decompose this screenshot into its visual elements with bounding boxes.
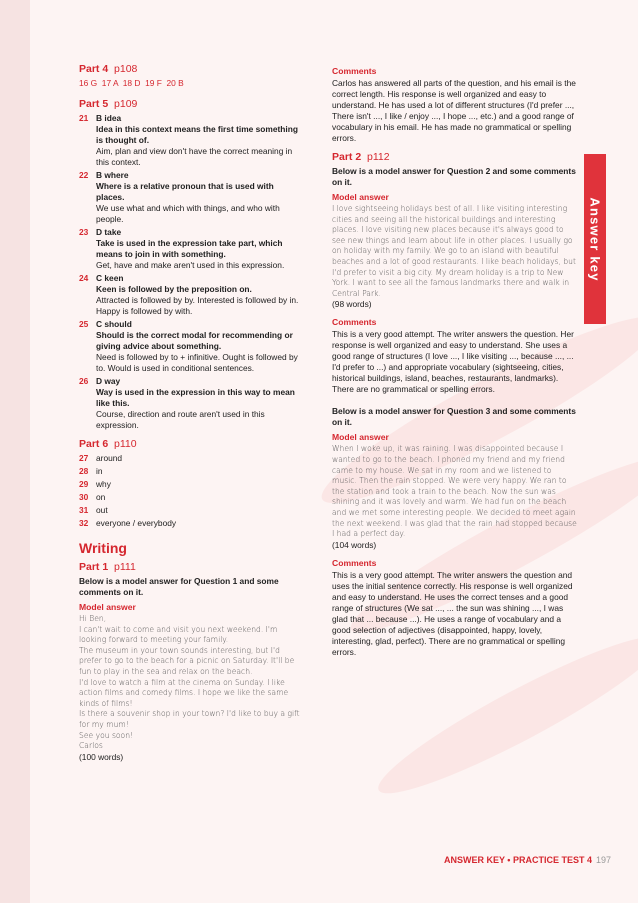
right-column bbox=[332, 64, 577, 658]
model-answer-text: I love sightseeing holidays best of all. I like visiting interesting cities and seeing all the historical buildings and interesting places. I love visiting new places because it's always good to see new things and learn about life in other places. I usually go on holiday with my family. We go to an island with beautiful beaches and a lot of good restaurants. I like beach holidays, but I'd prefer to visit a big city. My dream holiday is a trip to New York. I want to see all the famous landmarks there and walk in Central Park. bbox=[332, 204, 576, 298]
part1-comments: Carlos has answered all parts of the question, and his email is the correct length. His response is well organized and easy to understand. He has used a lot of different structures (I'd prefer ..., There isn't ..., I like / enjoy ..., I hope ..., etc.) and a good range of vocabulary in his email. He has made no grammatical or spelling errors. bbox=[332, 78, 576, 143]
part2-comments: This is a very good attempt. The writer answers the question. Her response is well organized and easy to understand. She uses a good range of structures (I love ..., I like visiting ..., because ..., ... I'd prefer to ...) and appropriate vocabulary (sightseeing, cities, historical buildings, island, beaches, restaurants, landmarks). There are no grammatical or spelling errors. bbox=[332, 329, 574, 395]
explanation: Course, direction and route aren't used in this expression. bbox=[96, 409, 265, 430]
part5-heading bbox=[79, 99, 304, 110]
question-27 bbox=[79, 453, 304, 464]
comments-label: Comments bbox=[332, 557, 377, 568]
question-31 bbox=[79, 505, 304, 516]
part-label: Part 1 bbox=[79, 561, 109, 573]
left-margin-band bbox=[0, 0, 30, 903]
question-number: 25 bbox=[79, 319, 89, 329]
part-label: Part 5 bbox=[79, 98, 109, 110]
question-30 bbox=[79, 492, 304, 503]
answer: B idea bbox=[96, 113, 122, 123]
writing-heading: Writing bbox=[79, 540, 127, 556]
question-number: 31 bbox=[79, 505, 89, 515]
page-ref: p112 bbox=[367, 151, 390, 163]
model-answer-label: Model answer bbox=[332, 432, 389, 443]
question-29 bbox=[79, 479, 304, 490]
question-number: 29 bbox=[79, 479, 89, 489]
page-number: 197 bbox=[595, 855, 611, 865]
question-22 bbox=[79, 170, 304, 225]
word-count: (100 words) bbox=[79, 751, 124, 762]
comments-label: Comments bbox=[332, 317, 377, 328]
question-number: 27 bbox=[79, 453, 89, 463]
answer: C should bbox=[96, 319, 132, 329]
question-23 bbox=[79, 227, 304, 271]
part2-intro: Below is a model answer for Question 2 and some comments on it. bbox=[332, 166, 576, 187]
part4-heading bbox=[79, 64, 304, 75]
question-number: 22 bbox=[79, 170, 89, 180]
answer: around bbox=[96, 453, 123, 463]
word-count: (104 words) bbox=[332, 539, 377, 550]
question3-comments: This is a very good attempt. The writer answers the question and uses the initial sentence correctly. His response is well organized and easy to understand. He uses the correct tenses and a good range of structures (We sat ..., ... the sun was shining ..., I was glad that ... because ...). He uses a range of vocabulary and a good selection of adjectives (disappointed, happy, lovely, interesting, glad, perfect). There are no grammatical or spelling errors. bbox=[332, 569, 573, 657]
explanation-bold: Where is a relative pronoun that is used with places. bbox=[96, 181, 274, 202]
question-number: 23 bbox=[79, 227, 89, 237]
page-ref: p111 bbox=[114, 561, 136, 573]
question-number: 32 bbox=[79, 518, 89, 528]
answer: D take bbox=[96, 227, 122, 237]
part-label: Part 2 bbox=[332, 151, 362, 163]
question3-intro: Below is a model answer for Question 3 and some comments on it. bbox=[332, 406, 576, 428]
letter-line: Is there a souvenir shop in your town? I'd like to buy a gift for my mum! bbox=[79, 709, 300, 729]
comments-label: Comments bbox=[332, 66, 377, 76]
question-32 bbox=[79, 518, 304, 529]
explanation-bold: Should is the correct modal for recommending or giving advice about something. bbox=[96, 330, 293, 351]
question-number: 21 bbox=[79, 113, 89, 123]
answer: why bbox=[96, 479, 111, 489]
explanation-bold: Keen is followed by the preposition on. bbox=[96, 284, 252, 294]
writing-part2-heading bbox=[332, 152, 577, 163]
answer: out bbox=[96, 505, 108, 515]
letter-line: Hi Ben, bbox=[79, 614, 107, 623]
part-label: Part 6 bbox=[79, 438, 109, 450]
letter-line: See you soon! bbox=[79, 730, 134, 740]
page-ref: p109 bbox=[114, 98, 138, 110]
explanation: Aim, plan and view don't have the correct meaning in this context. bbox=[96, 146, 293, 167]
answer: on bbox=[96, 492, 106, 502]
footer-label: ANSWER KEY • PRACTICE TEST 4 bbox=[443, 855, 592, 865]
explanation: Get, have and make aren't used in this expression. bbox=[96, 260, 285, 270]
left-column bbox=[79, 64, 304, 763]
answers-text: 16 G 17 A 18 D 19 F 20 B bbox=[79, 78, 184, 88]
explanation: Need is followed by to + infinitive. Ought is followed by to. Would is used in conditional sentences. bbox=[96, 352, 298, 373]
page-footer bbox=[444, 855, 611, 865]
explanation-bold: Idea in this context means the first time something is thought of. bbox=[96, 124, 298, 145]
model-answer-text: When I woke up, it was raining. I was disappointed because I wanted to go to the beach. I phoned my friend and my friend came to my house. We sat in my room and we listened to music. Then the rain stopped. We were very happy. We ran to the station and took a train to the beach. Now the sun was shining and it was lovely and warm. We had fun on the beach and we met some interesting people. We decided to meet again the next weekend. I was glad that the rain had stopped because I had a perfect day. bbox=[332, 444, 577, 539]
explanation: We use what and which with things, and who with people. bbox=[96, 203, 280, 224]
question-24 bbox=[79, 273, 304, 317]
part1-intro: Below is a model answer for Question 1 and some comments on it. bbox=[79, 576, 279, 597]
answer: everyone / everybody bbox=[96, 518, 177, 528]
answer: C keen bbox=[96, 273, 124, 283]
model-answer-label: Model answer bbox=[79, 602, 136, 612]
writing-part1-heading bbox=[79, 562, 304, 573]
page-ref: p110 bbox=[114, 438, 137, 450]
question-number: 28 bbox=[79, 466, 89, 476]
letter-line: The museum in your town sounds interesting, but I'd prefer to go to the beach for a picnic on Saturday. It'll be fun to play in the sea and relax on the beach. bbox=[79, 645, 295, 676]
explanation: Attracted is followed by by. Interested is followed by in. Happy is followed by with. bbox=[96, 295, 299, 316]
question-21 bbox=[79, 113, 304, 168]
question-28 bbox=[79, 466, 304, 477]
answer: in bbox=[96, 466, 103, 476]
letter-line: I can't wait to come and visit you next weekend. I'm looking forward to meeting your family. bbox=[79, 624, 278, 645]
model-answer-letter bbox=[79, 614, 304, 752]
word-count: (98 words) bbox=[332, 299, 372, 310]
question-25 bbox=[79, 319, 304, 374]
side-tab-label: Answer key bbox=[587, 196, 603, 282]
answer: D way bbox=[96, 376, 121, 386]
explanation-bold: Take is used in the expression take part, which means to join in with something. bbox=[96, 238, 283, 259]
letter-line: I'd love to watch a film at the cinema on Sunday. I like action films and comedy films. I hope we like the same kinds of films! bbox=[79, 677, 289, 708]
question-number: 30 bbox=[79, 492, 89, 502]
question-number: 26 bbox=[79, 376, 89, 386]
page-ref: p108 bbox=[114, 63, 138, 75]
letter-line: Carlos bbox=[79, 741, 103, 751]
question-26 bbox=[79, 376, 304, 431]
explanation-bold: Way is used in the expression in this way to mean like this. bbox=[96, 387, 295, 408]
part4-answers bbox=[79, 78, 304, 89]
answer: B where bbox=[96, 170, 129, 180]
question-number: 24 bbox=[79, 273, 89, 283]
part-label: Part 4 bbox=[79, 63, 109, 75]
model-answer-label: Model answer bbox=[332, 192, 389, 202]
part6-heading bbox=[79, 439, 304, 450]
answer-key-side-tab bbox=[584, 154, 606, 324]
